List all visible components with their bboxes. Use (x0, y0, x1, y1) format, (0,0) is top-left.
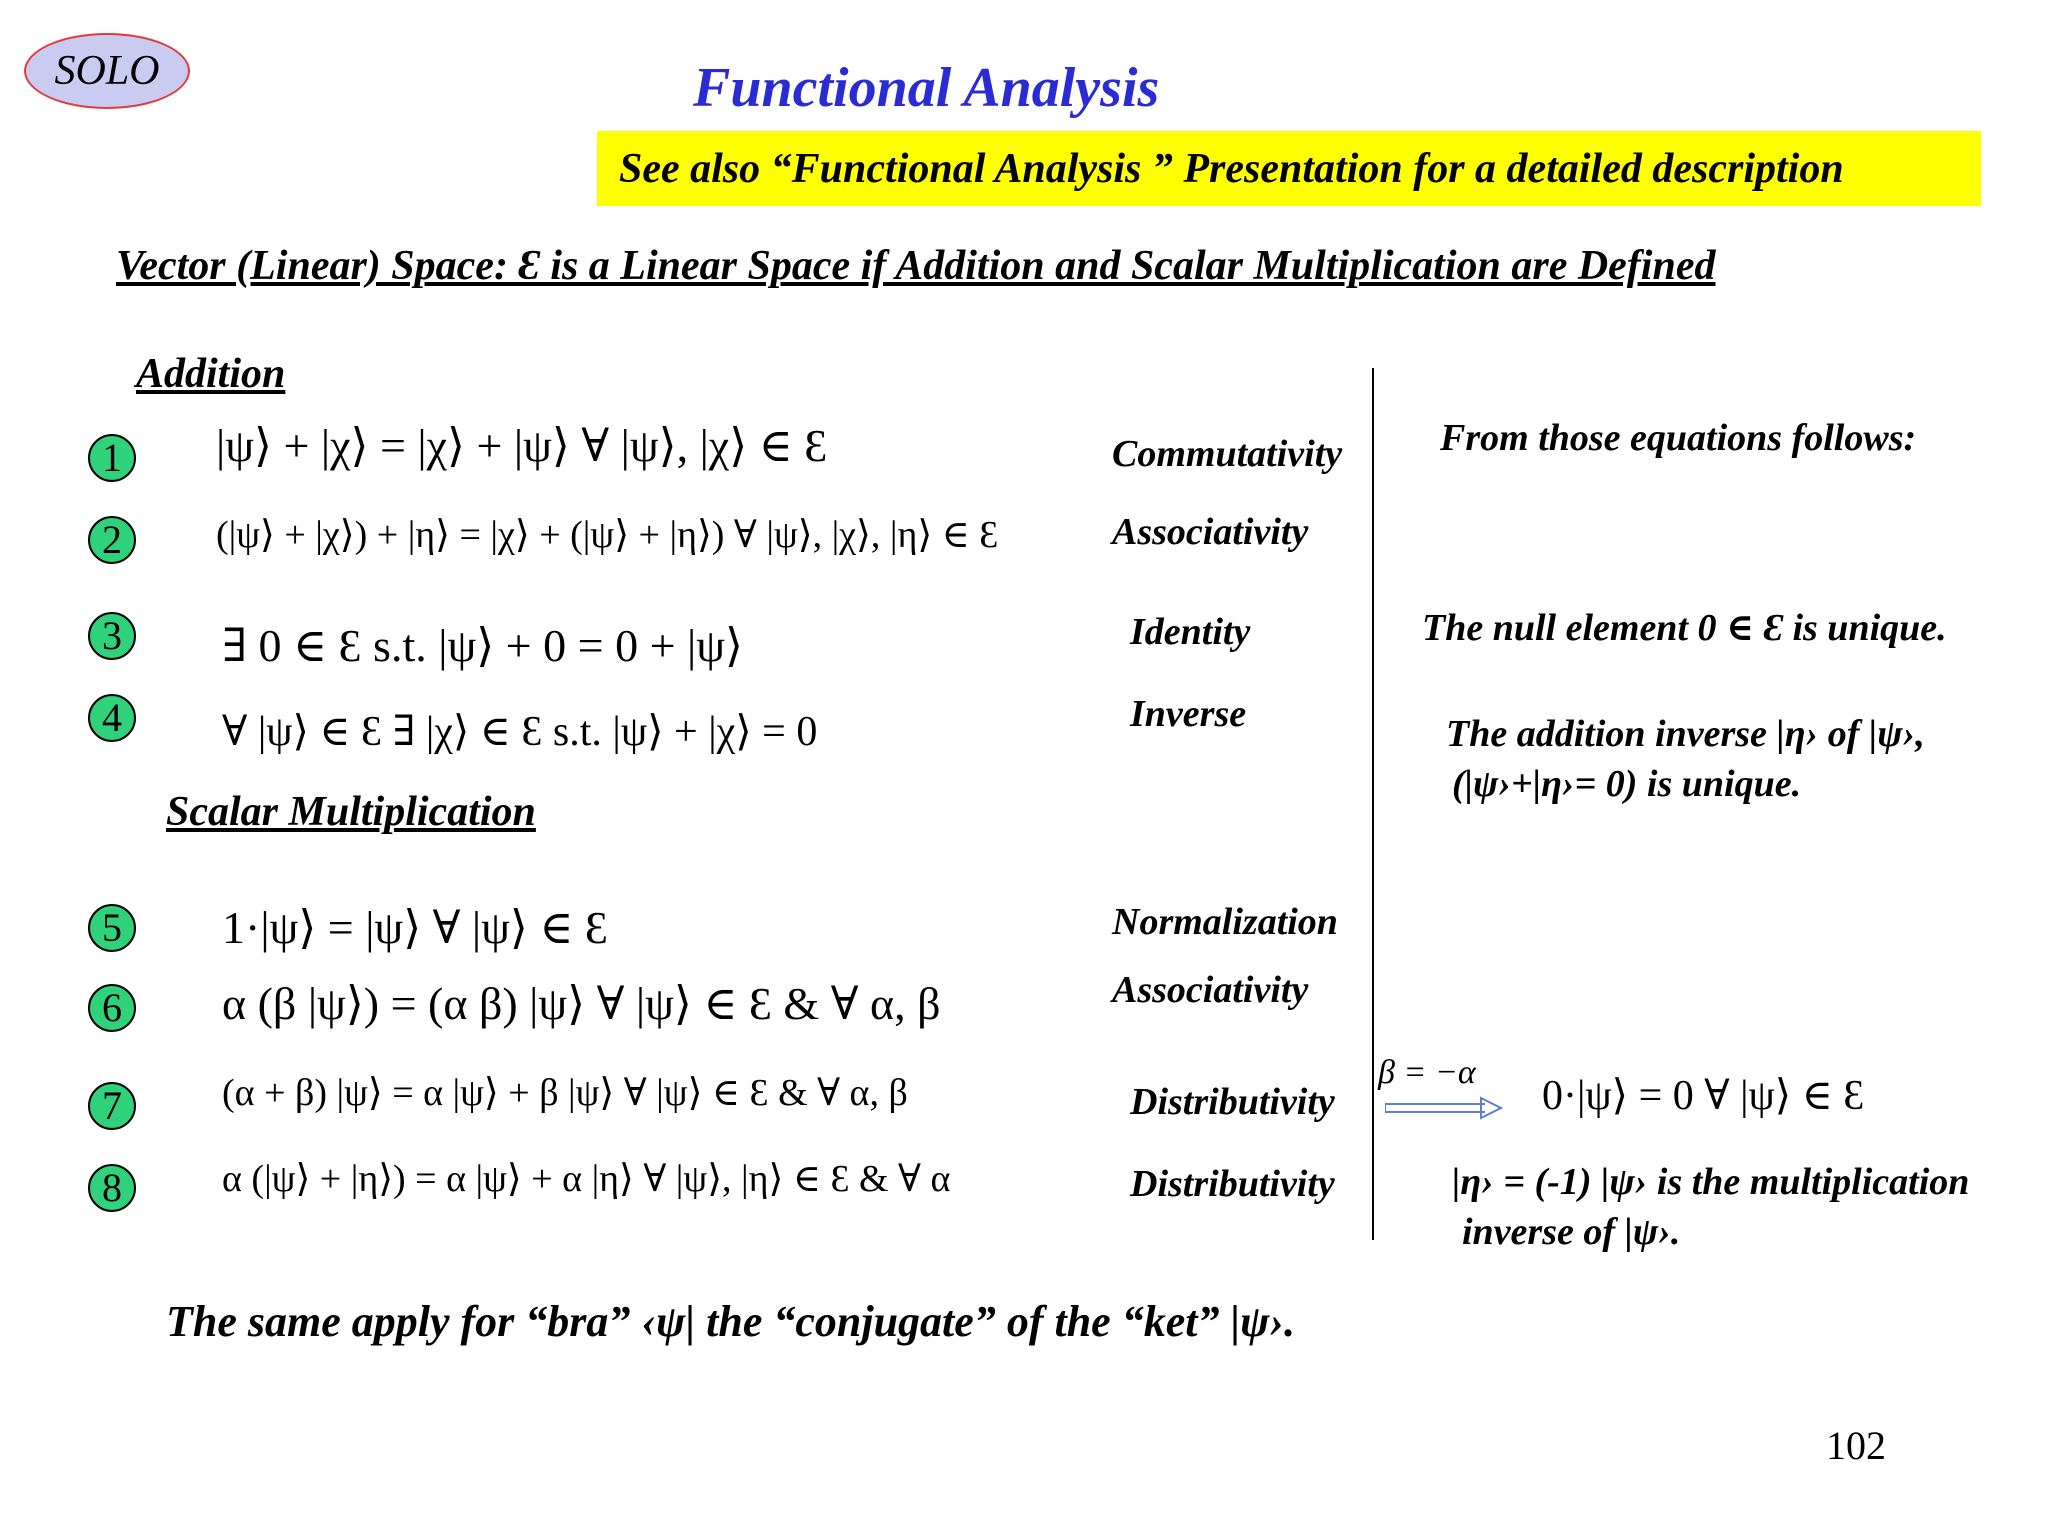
solo-logo: SOLO (24, 33, 190, 109)
equation-number-8: 8 (88, 1164, 136, 1212)
equation-number-1: 1 (88, 434, 136, 482)
equation-commutativity: |ψ⟩ + |χ⟩ = |χ⟩ + |ψ⟩ ∀ |ψ⟩, |χ⟩ ∈ Ɛ (216, 420, 828, 471)
property-distributivity-scalars: Distributivity (1130, 1081, 1335, 1123)
equation-identity: ∃ 0 ∈ Ɛ s.t. |ψ⟩ + 0 = 0 + |ψ⟩ (222, 620, 743, 671)
page-title: Functional Analysis (693, 57, 1160, 119)
property-identity: Identity (1130, 611, 1251, 653)
equation-zero-times-vector: 0·|ψ⟩ = 0 ∀ |ψ⟩ ∈ Ɛ (1542, 1073, 1865, 1119)
property-distributivity-vectors: Distributivity (1130, 1163, 1335, 1205)
property-commutativity: Commutativity (1112, 433, 1343, 475)
equation-number-4: 4 (88, 694, 136, 742)
note-follows: From those equations follows: (1440, 417, 1917, 459)
note-multiplication-inverse-line1: |η› = (-1) |ψ› is the multiplication (1452, 1161, 1970, 1203)
see-also-text: See also “Functional Analysis ” Presentation for a detailed description (619, 145, 1844, 192)
equation-number-5: 5 (88, 904, 136, 952)
equation-distributivity-scalars: (α + β) |ψ⟩ = α |ψ⟩ + β |ψ⟩ ∀ |ψ⟩ ∈ Ɛ & ∀ α, β (222, 1072, 908, 1114)
equation-addition-associativity: (|ψ⟩ + |χ⟩) + |η⟩ = |χ⟩ + (|ψ⟩ + |η⟩) ∀ |ψ⟩, |χ⟩, |η⟩ ∈ Ɛ (216, 514, 999, 556)
equation-number-3: 3 (88, 612, 136, 660)
see-also-banner[interactable] (597, 131, 1981, 206)
equation-distributivity-vectors: α (|ψ⟩ + |η⟩) = α |ψ⟩ + α |η⟩ ∀ |ψ⟩, |η⟩ ∈ Ɛ & ∀ α (222, 1158, 951, 1200)
note-addition-inverse-line1: The addition inverse |η› of |ψ›, (1446, 713, 1925, 755)
equation-number-2: 2 (88, 516, 136, 564)
property-scalar-associativity: Associativity (1112, 969, 1309, 1011)
equation-inverse: ∀ |ψ⟩ ∈ Ɛ ∃ |χ⟩ ∈ Ɛ s.t. |ψ⟩ + |χ⟩ = 0 (222, 709, 818, 755)
note-null-unique: The null element 0 ∈ Ɛ is unique. (1422, 607, 1947, 649)
equation-number-7: 7 (88, 1082, 136, 1130)
implication-arrow-icon (1385, 1096, 1503, 1120)
page-number: 102 (1826, 1423, 1886, 1468)
equation-number-6: 6 (88, 984, 136, 1032)
note-multiplication-inverse-line2: inverse of |ψ›. (1462, 1211, 1681, 1253)
property-addition-associativity: Associativity (1112, 511, 1309, 553)
addition-heading: Addition (136, 351, 286, 397)
note-addition-inverse-line2: (|ψ›+|η›= 0) is unique. (1452, 763, 1802, 805)
column-divider (1372, 368, 1374, 1240)
scalar-multiplication-heading: Scalar Multiplication (166, 789, 536, 835)
equation-scalar-associativity: α (β |ψ⟩) = (α β) |ψ⟩ ∀ |ψ⟩ ∈ Ɛ & ∀ α, β (222, 978, 941, 1029)
bra-ket-note: The same apply for “bra” ‹ψ| the “conjugate” of the “ket” |ψ›. (166, 1297, 1296, 1346)
vector-space-heading: Vector (Linear) Space: Ɛ is a Linear Space if Addition and Scalar Multiplication are Defined (116, 243, 1716, 289)
property-normalization: Normalization (1112, 901, 1338, 943)
arrow-condition-label: β = −α (1378, 1054, 1476, 1091)
equation-normalization: 1·|ψ⟩ = |ψ⟩ ∀ |ψ⟩ ∈ Ɛ (222, 902, 608, 953)
property-inverse: Inverse (1130, 693, 1247, 735)
